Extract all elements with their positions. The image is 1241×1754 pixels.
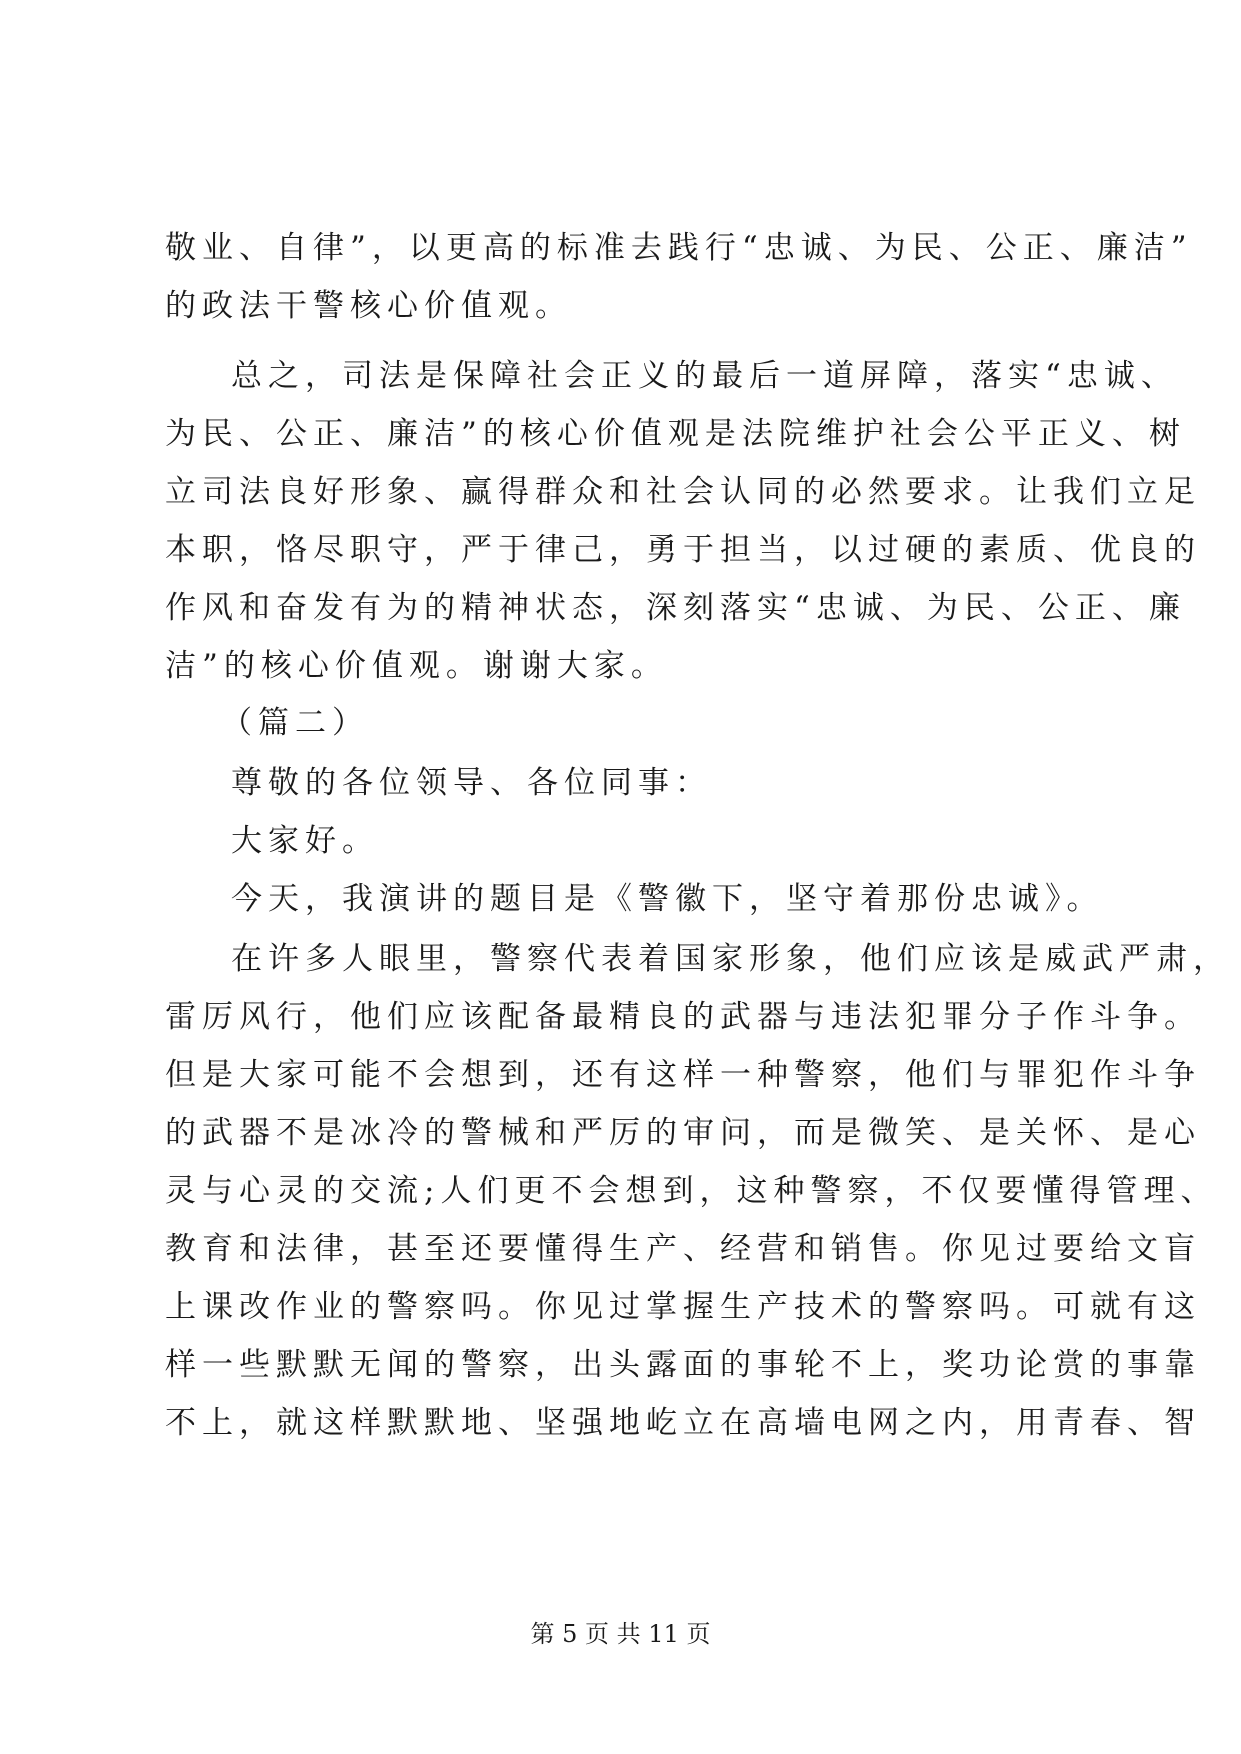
section-heading: （篇二） <box>221 705 369 741</box>
paragraph-line: 在许多人眼里，警察代表着国家形象，他们应该是威武严肃， <box>231 941 1230 977</box>
paragraph-line: 洁”的核心价值观。谢谢大家。 <box>165 648 668 684</box>
paragraph-line: 教育和法律，甚至还要懂得生产、经营和销售。你见过要给文盲 <box>165 1231 1201 1267</box>
paragraph-line: 为民、公正、廉洁”的核心价值观是法院维护社会公平正义、树 <box>165 416 1186 452</box>
page-footer: 第 5 页 共 11 页 <box>530 1620 711 1648</box>
greeting-line: 大家好。 <box>231 823 379 859</box>
paragraph-line: 灵与心灵的交流;人们更不会想到，这种警察，不仅要懂得管理、 <box>165 1173 1218 1209</box>
paragraph-line: 作风和奋发有为的精神状态，深刻落实“忠诚、为民、公正、廉 <box>165 590 1186 626</box>
paragraph-line: 的政法干警核心价值观。 <box>165 288 572 324</box>
paragraph-line: 雷厉风行，他们应该配备最精良的武器与违法犯罪分子作斗争。 <box>165 999 1201 1035</box>
salutation-line: 尊敬的各位领导、各位同事： <box>231 765 712 801</box>
paragraph-line: 不上，就这样默默地、坚强地屹立在高墙电网之内，用青春、智 <box>165 1405 1201 1441</box>
paragraph-line: 立司法良好形象、赢得群众和社会认同的必然要求。让我们立足 <box>165 474 1201 510</box>
speech-title-line: 今天，我演讲的题目是《警徽下，坚守着那份忠诚》。 <box>231 881 1104 917</box>
paragraph-line: 样一些默默无闻的警察，出头露面的事轮不上，奖功论赏的事靠 <box>165 1347 1201 1383</box>
paragraph-line: 上课改作业的警察吗。你见过掌握生产技术的警察吗。可就有这 <box>165 1289 1201 1325</box>
paragraph-line: 但是大家可能不会想到，还有这样一种警察，他们与罪犯作斗争 <box>165 1057 1201 1093</box>
paragraph-line: 的武器不是冰冷的警械和严厉的审问，而是微笑、是关怀、是心 <box>165 1115 1201 1151</box>
paragraph-line: 本职，恪尽职守，严于律己，勇于担当，以过硬的素质、优良的 <box>165 532 1201 568</box>
paragraph-line: 总之，司法是保障社会正义的最后一道屏障，落实“忠诚、 <box>231 358 1178 394</box>
paragraph-line: 敬业、自律”，以更高的标准去践行“忠诚、为民、公正、廉洁” <box>165 230 1193 266</box>
